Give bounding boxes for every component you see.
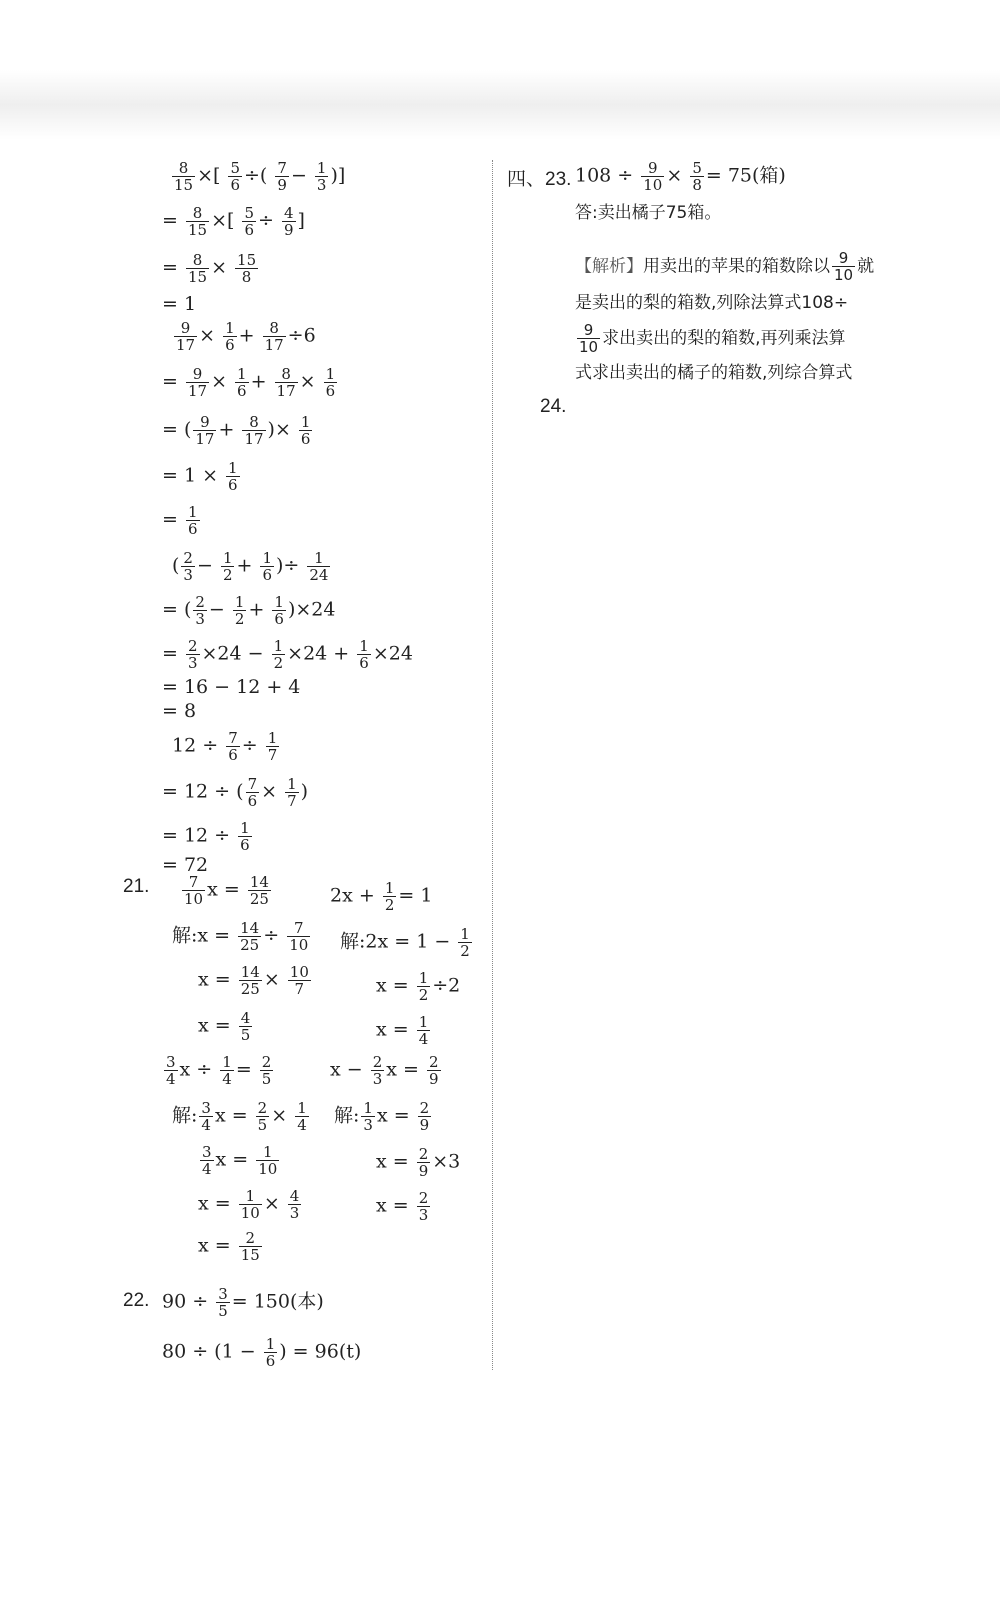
q23-number: 四、23. bbox=[507, 169, 572, 190]
q22-line2: 80 ÷ (1 − $\frac{1}{6}$ ) = 96(t) bbox=[162, 1335, 362, 1370]
q21c-line5: x = $\frac{2}{15}$ bbox=[198, 1229, 260, 1264]
calc4-line4: = 72 bbox=[162, 854, 209, 876]
calc3-line1: ( $\frac{2}{3}$ − $\frac{1}{2}$ + $\frac{1}{6}$ )÷ $\frac{1}{24}$ bbox=[172, 549, 329, 584]
column-divider bbox=[492, 160, 493, 1370]
q21d-line1: x − $\frac{2}{3}$ x = $\frac{2}{9}$ bbox=[330, 1053, 439, 1088]
calc4-line1: 12 ÷ $\frac{7}{6}$ ÷ $\frac{1}{7}$ bbox=[172, 729, 278, 764]
calc4-line3: = 12 ÷ $\frac{1}{6}$ bbox=[162, 819, 250, 854]
q24-number: 24. bbox=[540, 396, 567, 417]
q23-explain3: $\frac{9}{10}$ 求出卖出的梨的箱数,再列乘法算 bbox=[579, 321, 846, 356]
q22-line1: 90 ÷ $\frac{3}{5}$ = 150(本) bbox=[162, 1285, 324, 1320]
q21a-line3: x = $\frac{14}{25}$ × $\frac{10}{7}$ bbox=[198, 963, 309, 998]
calc3-line4: = 16 − 12 + 4 bbox=[162, 676, 301, 698]
q21-number: 21. bbox=[123, 876, 150, 897]
q21d-line2: 解: $\frac{1}{3}$ x = $\frac{2}{9}$ bbox=[334, 1099, 430, 1134]
calc3-line3: = $\frac{2}{3}$ ×24 − $\frac{1}{2}$ ×24 + $\frac{1}{6}$ ×24 bbox=[162, 637, 413, 672]
q21a-line2: 解:x = $\frac{14}{25}$ ÷ $\frac{7}{10}$ bbox=[172, 919, 309, 954]
calc1-line3: = $\frac{8}{15}$ × $\frac{15}{8}$ bbox=[162, 251, 257, 286]
q23-answer: 答:卖出橘子75箱。 bbox=[575, 203, 722, 223]
q22-number: 22. bbox=[123, 1290, 150, 1311]
calc4-line2: = 12 ÷ ( $\frac{7}{6}$ × $\frac{1}{7}$ ) bbox=[162, 775, 309, 810]
q21a-line4: x = $\frac{4}{5}$ bbox=[198, 1009, 251, 1044]
q21c-line4: x = $\frac{1}{10}$ × $\frac{4}{3}$ bbox=[198, 1187, 300, 1222]
q23-explain4: 式求出卖出的橘子的箱数,列综合算式 bbox=[575, 363, 853, 383]
calc3-line5: = 8 bbox=[162, 700, 197, 722]
q23-explain2: 是卖出的梨的箱数,列除法算式108÷ bbox=[575, 293, 849, 313]
calc2-line1: $\frac{9}{17}$ × $\frac{1}{6}$ + $\frac{8}{17}$ ÷6 bbox=[176, 319, 316, 354]
q21c-line1: $\frac{3}{4}$ x ÷ $\frac{1}{4}$ = $\frac{2}{5}$ bbox=[166, 1053, 272, 1088]
q23-explain1: 【解析】用卖出的苹果的箱数除以 $\frac{9}{10}$ 就 bbox=[575, 249, 875, 284]
q21b-line3: x = $\frac{1}{2}$ ÷2 bbox=[376, 969, 461, 1004]
q23-line1: 108 ÷ $\frac{9}{10}$ × $\frac{5}{8}$ = 75(箱) bbox=[575, 159, 786, 194]
calc2-line5: = $\frac{1}{6}$ bbox=[162, 503, 198, 538]
q21a-line1: $\frac{7}{10}$ x = $\frac{14}{25}$ bbox=[184, 873, 269, 908]
q21b-line4: x = $\frac{1}{4}$ bbox=[376, 1013, 429, 1048]
calc3-line2: = ( $\frac{2}{3}$ − $\frac{1}{2}$ + $\frac{1}{6}$ )×24 bbox=[162, 593, 336, 628]
q21b-line2: 解:2x = 1 − $\frac{1}{2}$ bbox=[340, 925, 470, 960]
q21d-line3: x = $\frac{2}{9}$ ×3 bbox=[376, 1145, 461, 1180]
q21d-line4: x = $\frac{2}{3}$ bbox=[376, 1189, 429, 1224]
calc1-line2: = $\frac{8}{15}$ ×[ $\frac{5}{6}$ ÷ $\frac{4}{9}$ ] bbox=[162, 204, 305, 239]
calc1-line4: = 1 bbox=[162, 293, 197, 315]
calc2-line4: = 1 × $\frac{1}{6}$ bbox=[162, 459, 238, 494]
q21c-line3: $\frac{3}{4}$ x = $\frac{1}{10}$ bbox=[202, 1143, 278, 1178]
calc1-line1: $\frac{8}{15}$ ×[ $\frac{5}{6}$ ÷( $\frac{7}{9}$ − $\frac{1}{3}$ )] bbox=[174, 159, 346, 194]
calc2-line3: = ( $\frac{9}{17}$ + $\frac{8}{17}$ )× $\frac{1}{6}$ bbox=[162, 413, 311, 448]
q21c-line2: 解: $\frac{3}{4}$ x = $\frac{2}{5}$ × $\frac{1}{4}$ bbox=[172, 1099, 307, 1134]
scan-smudge bbox=[0, 70, 1000, 140]
calc2-line2: = $\frac{9}{17}$ × $\frac{1}{6}$ + $\frac{8}{17}$ × $\frac{1}{6}$ bbox=[162, 365, 336, 400]
q21b-line1: 2x + $\frac{1}{2}$ = 1 bbox=[330, 879, 433, 914]
